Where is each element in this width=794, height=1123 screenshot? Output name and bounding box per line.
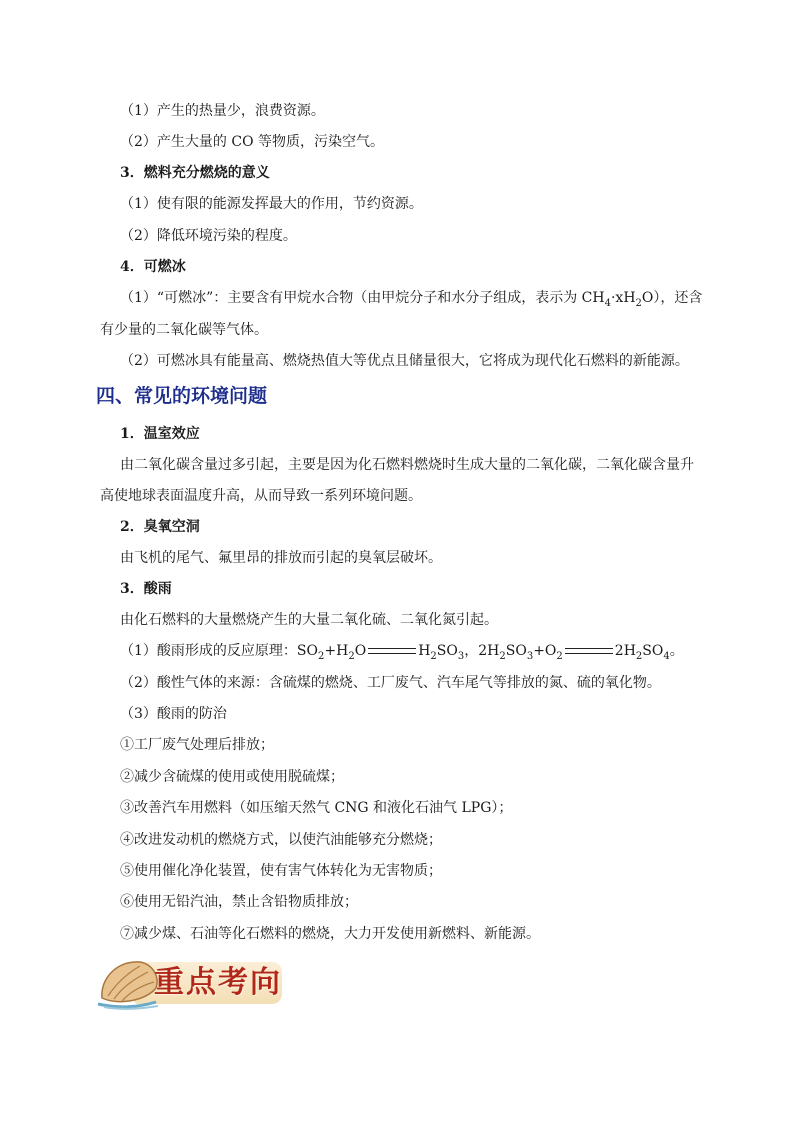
text-segment: （1）“可燃冰”：主要含有甲烷水合物（由甲烷分子和水分子组成，表示为 CH <box>120 290 605 306</box>
banner-title: 重点考向 <box>154 965 282 1000</box>
text-segment: O），还含 <box>641 290 703 306</box>
subheading: 3．酸雨 <box>120 581 172 597</box>
text-segment: ·xH <box>610 290 636 306</box>
text-line: （3）酸雨的防治 <box>120 706 227 722</box>
text-line: 高使地球表面温度升高，从而导致一系列环境问题。 <box>100 488 422 504</box>
text-line: 由化石燃料的大量燃烧产生的大量二氧化硫、二氧化氮引起。 <box>120 612 498 628</box>
list-item: ②减少含硫煤的使用或使用脱硫煤； <box>120 769 344 785</box>
list-item: ⑦减少煤、石油等化石燃料的燃烧，大力开发使用新燃料、新能源。 <box>120 926 540 942</box>
text-line: 有少量的二氧化碳等气体。 <box>100 322 268 338</box>
subscript: 4 <box>604 297 611 309</box>
section-title: 四、常见的环境问题 <box>96 385 268 407</box>
text-line: （2）可燃冰具有能量高、燃烧热值大等优点且储量很大，它将成为现代化石燃料的新能源。 <box>120 353 689 369</box>
subheading: 2．臭氧空洞 <box>120 519 200 535</box>
equals-sign <box>368 648 416 654</box>
text-line-formula <box>120 288 702 314</box>
text-line: （1）使有限的能源发挥最大的作用，节约资源。 <box>120 196 423 212</box>
list-item: ①工厂废气处理后排放； <box>120 737 274 753</box>
list-item: ⑥使用无铅汽油，禁止含铅物质排放； <box>120 894 358 910</box>
list-item: ③改善汽车用燃料（如压缩天然气 CNG 和液化石油气 LPG）； <box>120 800 513 816</box>
subheading: 4．可燃冰 <box>120 259 186 275</box>
text-segment: （1）酸雨形成的反应原理： <box>120 643 297 659</box>
text-line: 由飞机的尾气、氟里昂的排放而引起的臭氧层破坏。 <box>120 550 442 566</box>
text-line: （1）产生的热量少，浪费资源。 <box>120 103 325 119</box>
text-line: 由二氧化碳含量过多引起，主要是因为化石燃料燃烧时生成大量的二氧化碳，二氧化碳含量升 <box>120 457 694 473</box>
key-points-banner <box>96 954 282 1010</box>
text-line: （2）酸性气体的来源：含硫煤的燃烧、工厂废气、汽车尾气等排放的氮、硫的氧化物。 <box>120 675 661 691</box>
list-item: ④改进发动机的燃烧方式，以使汽油能够充分燃烧； <box>120 832 442 848</box>
text-line: （2）降低环境污染的程度。 <box>120 228 297 244</box>
list-item: ⑤使用催化净化装置，使有害气体转化为无害物质； <box>120 863 442 879</box>
reaction-line: （1）酸雨形成的反应原理：$SO_2+H_2O$ $H_2SO_3$，$2H_2SO_3+O_2$ $2H_2SO_4$。 <box>120 643 684 662</box>
subheading: 3．燃料充分燃烧的意义 <box>120 165 270 181</box>
subscript: 2 <box>635 297 642 309</box>
equals-sign <box>565 648 613 654</box>
text-line: （2）产生大量的 CO 等物质，污染空气。 <box>120 134 384 150</box>
subheading: 1．温室效应 <box>120 426 200 442</box>
